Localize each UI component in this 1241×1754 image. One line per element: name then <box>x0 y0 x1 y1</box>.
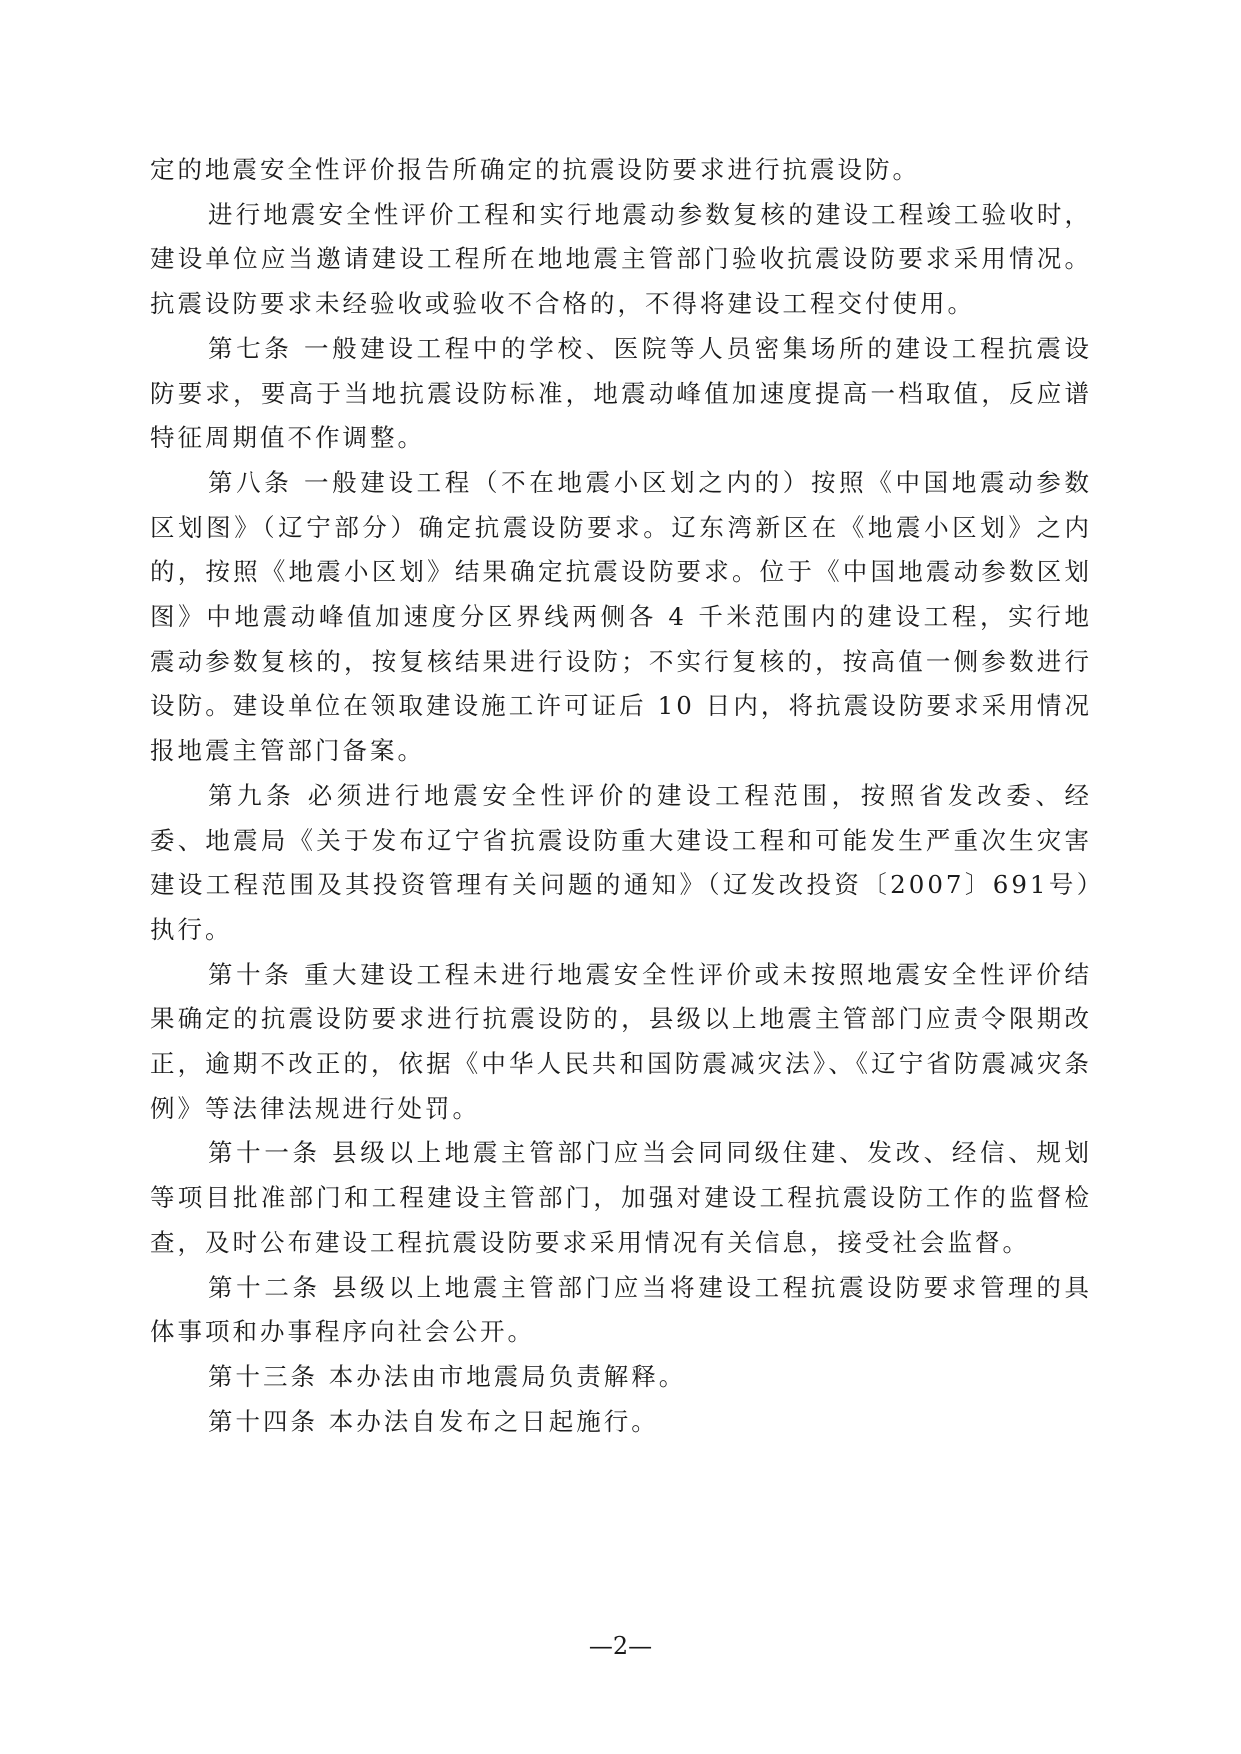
paragraph-acceptance: 进行地震安全性评价工程和实行地震动参数复核的建设工程竣工验收时，建设单位应当邀请建设工程所在地地震主管部门验收抗震设防要求采用情况。抗震设防要求未经验收或验收不合格的，不得将建设工程交付使用。 <box>150 199 1092 319</box>
article-7: 第七条 一般建设工程中的学校、医院等人员密集场所的建设工程抗震设防要求，要高于当地抗震设防标准，地震动峰值加速度提高一档取值，反应谱特征周期值不作调整。 <box>150 333 1092 453</box>
article-13: 第十三条 本办法由市地震局负责解释。 <box>208 1361 687 1391</box>
page-number: —2— <box>588 1632 653 1660</box>
article-11: 第十一条 县级以上地震主管部门应当会同同级住建、发改、经信、规划等项目批准部门和工程建设主管部门，加强对建设工程抗震设防工作的监督检查，及时公布建设工程抗震设防要求采用情况有关信息，接受社会监督。 <box>150 1138 1092 1257</box>
article-12: 第十二条 县级以上地震主管部门应当将建设工程抗震设防要求管理的具体事项和办事程序向社会公开。 <box>150 1272 1092 1347</box>
article-8: 第八条 一般建设工程（不在地震小区划之内的）按照《中国地震动参数区划图》（辽宁部分）确定抗震设防要求。辽东湾新区在《地震小区划》之内的，按照《地震小区划》结果确定抗震设防要求。位于《中国地震动参数区划图》中地震动峰值加速度分区界线两侧各 4 千米范围内的建设工程，实行地震动参数复核的，按复核结果进行设防；不实行复核的，按高值一侧参数进行设防。建设单位在领取建设施工许可证后 10 日内，将抗震设防要求采用情况报地震主管部门备案。 <box>150 467 1092 766</box>
paragraph-continuation: 定的地震安全性评价报告所确定的抗震设防要求进行抗震设防。 <box>150 155 920 184</box>
article-10: 第十条 重大建设工程未进行地震安全性评价或未按照地震安全性评价结果确定的抗震设防要求进行抗震设防的，县级以上地震主管部门应责令限期改正，逾期不改正的，依据《中华人民共和国防震减灾法》、《辽宁省防震减灾条例》等法律法规进行处罚。 <box>150 959 1092 1123</box>
article-14: 第十四条 本办法自发布之日起施行。 <box>208 1406 659 1436</box>
article-9: 第九条 必须进行地震安全性评价的建设工程范围，按照省发改委、经委、地震局《关于发布辽宁省抗震设防重大建设工程和可能发生严重次生灾害建设工程范围及其投资管理有关问题的通知》（辽发改投资〔2007〕691号）执行。 <box>150 780 1092 944</box>
body-text <box>150 148 1092 1444</box>
